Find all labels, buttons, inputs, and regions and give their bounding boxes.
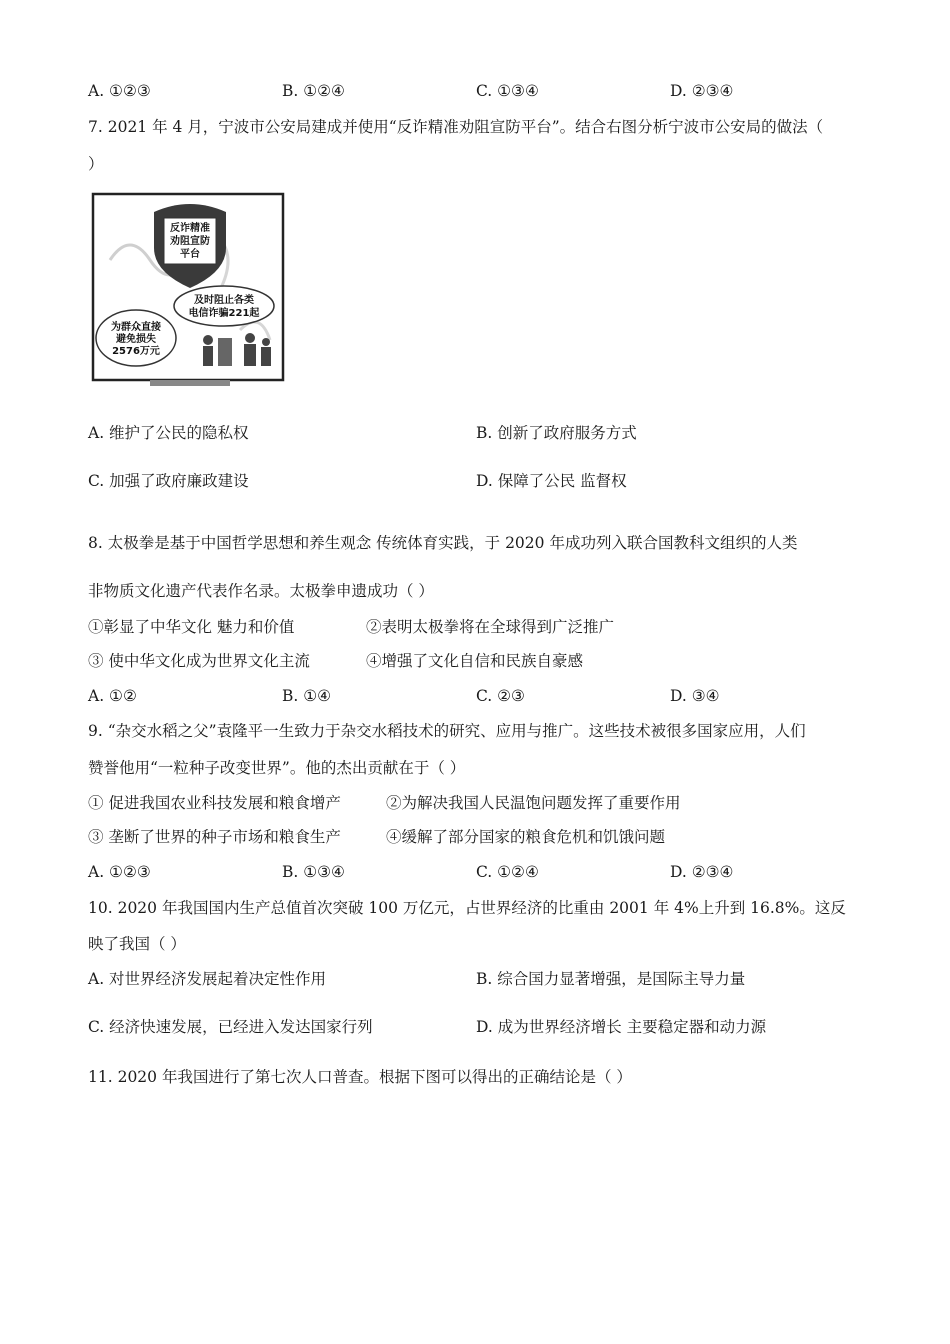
q10-option-c: C. 经济快速发展，已经进入发达国家行列 [88, 1018, 373, 1036]
q9-option-c: C. ①②④ [476, 863, 539, 881]
q10-stem-line2: 映了我国（ ） [88, 935, 186, 953]
q8-option-a: A. ①② [88, 687, 137, 705]
bubble-left-line2: 避免损失 [116, 334, 156, 345]
bubble-right-line2: 电信诈骗221起 [188, 308, 260, 319]
q6-option-c: C. ①③④ [476, 82, 539, 100]
q7-figure-illustration [90, 190, 288, 386]
q7-option-d: D. 保障了公民 监督权 [476, 472, 627, 490]
people-figures [203, 333, 271, 366]
q6-option-b: B. ①②④ [282, 82, 345, 100]
q9-option-a: A. ①②③ [88, 863, 151, 881]
q10-option-a: A. 对世界经济发展起着决定性作用 [88, 970, 327, 988]
q11-stem-line1: 11. 2020 年我国进行了第七次人口普查。根据下图可以得出的正确结论是（ ） [88, 1068, 632, 1086]
q6-option-a: A. ①②③ [88, 82, 151, 100]
q10-option-d: D. 成为世界经济增长 主要稳定器和动力源 [476, 1018, 767, 1036]
q10-stem-line1: 10. 2020 年我国国内生产总值首次突破 100 万亿元，占世界经济的比重由 2001 年 4%上升到 16.8%。这反 [88, 899, 846, 917]
bubble-right-line1: 及时阻止各类 [194, 295, 254, 306]
q8-stem-line2: 非物质文化遗产代表作名录。太极拳申遗成功（ ） [88, 582, 434, 600]
q9-statement-1: ① 促进我国农业科技发展和粮食增产 [88, 794, 341, 812]
bubble-right [174, 286, 274, 326]
q8-statement-1: ①彰显了中华文化 魅力和价值 [88, 618, 295, 636]
q9-statement-3: ③ 垄断了世界的种子市场和粮食生产 [88, 828, 341, 846]
shield-text-1: 反诈精准 [170, 223, 210, 234]
q8-option-b: B. ①④ [282, 687, 332, 705]
q9-stem-line1: 9. “杂交水稻之父”袁隆平一生致力于杂交水稻技术的研究、应用与推广。这些技术被很多国家应用，人们 [88, 722, 806, 740]
q8-option-c: C. ②③ [476, 687, 525, 705]
shield-text-3: 平台 [180, 249, 200, 260]
q10-option-b: B. 综合国力显著增强，是国际主导力量 [476, 970, 746, 988]
q8-statement-4: ④增强了文化自信和民族自豪感 [366, 652, 584, 670]
q9-option-b: B. ①③④ [282, 863, 345, 881]
q8-stem-line1: 8. 太极拳是基于中国哲学思想和养生观念 传统体育实践，于 2020 年成功列入联合国教科文组织的人类 [88, 534, 798, 552]
q7-figure [90, 190, 288, 386]
q9-statement-4: ④缓解了部分国家的粮食危机和饥饿问题 [386, 828, 666, 846]
shield-text-2: 劝阻宣防 [170, 236, 210, 247]
q8-option-d: D. ③④ [670, 687, 720, 705]
q7-option-b: B. 创新了政府服务方式 [476, 424, 637, 442]
bubble-left-line1: 为群众直接 [111, 322, 161, 333]
q7-stem-line2: ） [88, 155, 104, 173]
q6-option-d: D. ②③④ [670, 82, 734, 100]
q7-option-c: C. 加强了政府廉政建设 [88, 472, 249, 490]
q8-statement-2: ②表明太极拳将在全球得到广泛推广 [366, 618, 615, 636]
q9-option-d: D. ②③④ [670, 863, 734, 881]
q7-option-a: A. 维护了公民的隐私权 [88, 424, 249, 442]
q9-stem-line2: 赞誉他用“一粒种子改变世界”。他的杰出贡献在于（ ） [88, 759, 466, 777]
bubble-left-line3: 2576万元 [112, 346, 160, 357]
q9-statement-2: ②为解决我国人民温饱问题发挥了重要作用 [386, 794, 681, 812]
q7-stem-line1: 7. 2021 年 4 月，宁波市公安局建成并使用“反诈精准劝阻宣防平台”。结合右图分析宁波市公安局的做法（ [88, 118, 824, 136]
q8-statement-3: ③ 使中华文化成为世界文化主流 [88, 652, 310, 670]
caption-remnant [150, 380, 230, 386]
